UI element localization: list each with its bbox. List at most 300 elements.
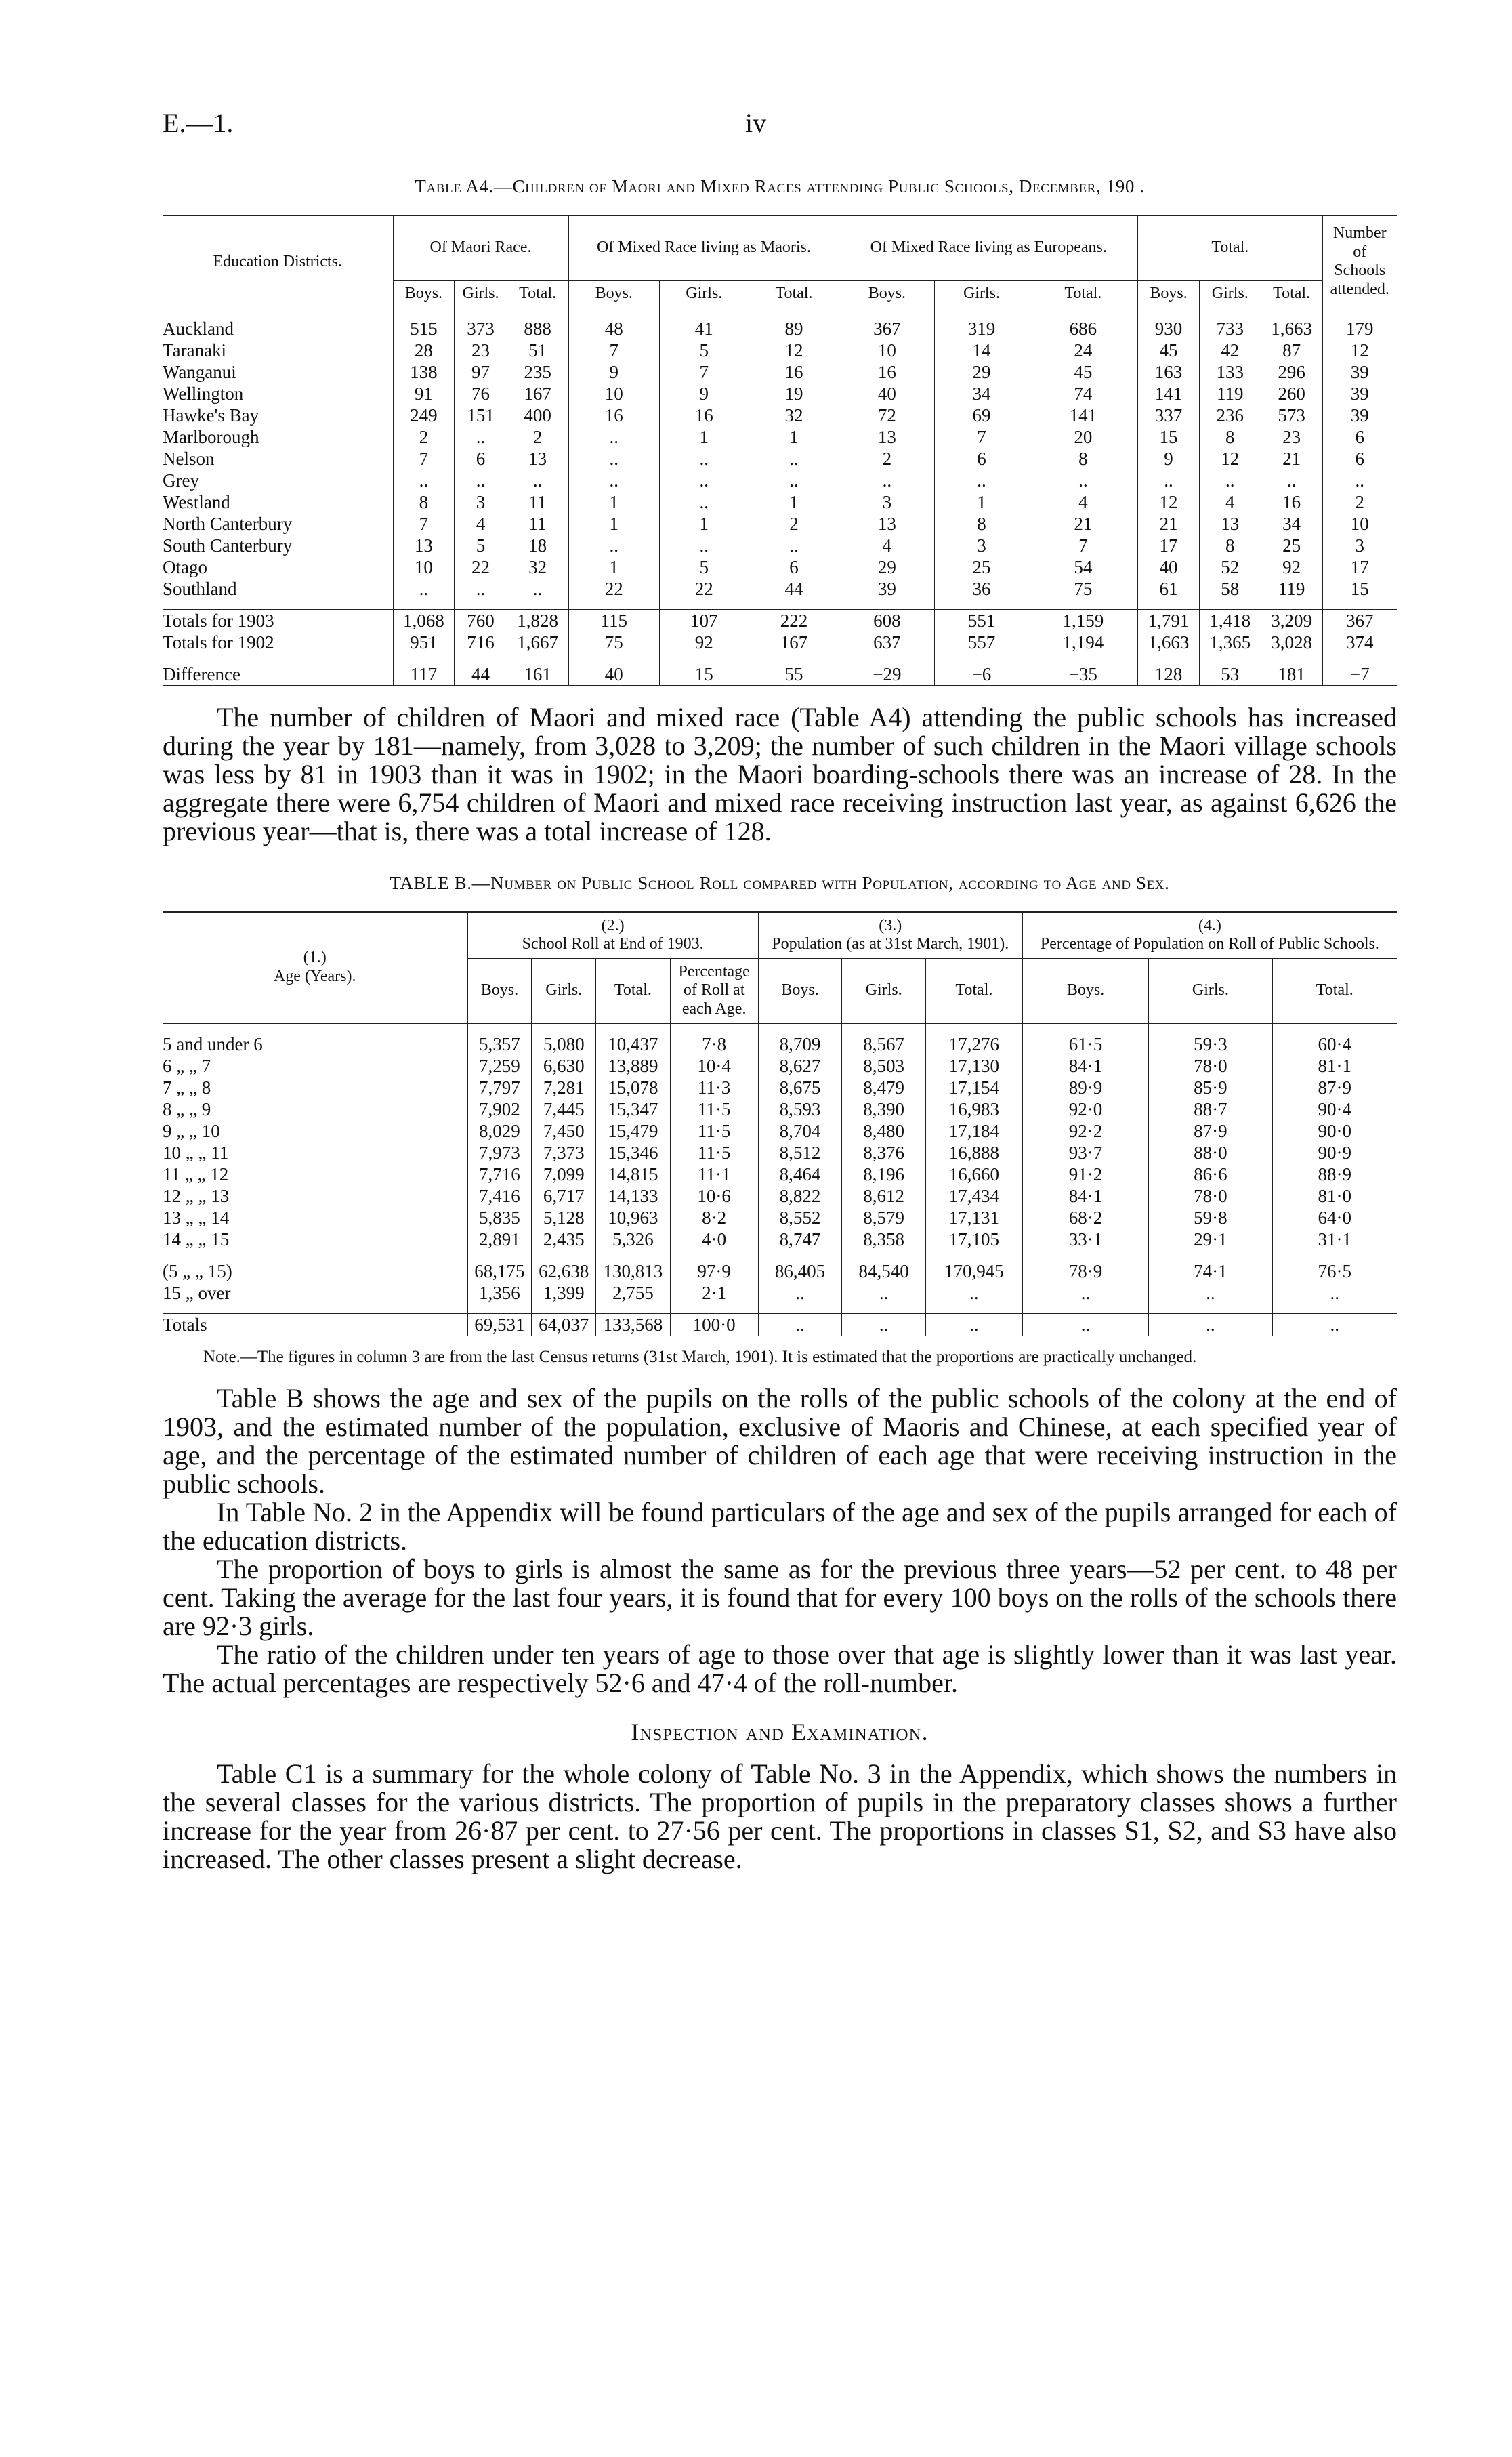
sub-header-total: Total.	[1261, 281, 1322, 308]
table-cell: ..	[749, 470, 839, 491]
table-cell: 1,663	[1261, 318, 1322, 339]
col-label: School Roll at End of 1903.	[522, 935, 704, 953]
table-cell: 90·0	[1272, 1120, 1397, 1142]
sub-header-boys: Boys.	[568, 281, 659, 308]
sub-header-percentage: Percentage of Roll at each Age.	[670, 958, 758, 1023]
row-label: Southland	[163, 578, 237, 599]
table-a4	[163, 215, 1397, 686]
spacer-cell	[163, 653, 393, 663]
table-cell: 1,663	[1138, 632, 1200, 653]
spacer-cell	[393, 600, 455, 610]
table-cell: 9	[1138, 448, 1200, 470]
table-cell: 17,276	[926, 1033, 1023, 1055]
paragraph-maori-children	[163, 703, 1397, 846]
paragraph-table-c1	[163, 1760, 1397, 1874]
table-cell: 8,479	[842, 1077, 926, 1098]
table-cell: 10	[839, 339, 935, 361]
table-row	[163, 1228, 1397, 1250]
table-cell: 8,552	[758, 1207, 842, 1228]
table-cell: 367	[1322, 609, 1397, 632]
table-cell: 78·9	[1022, 1260, 1148, 1282]
table-cell: 7	[568, 339, 659, 361]
col-number: (4.)	[1198, 916, 1221, 934]
table-cell: 6	[749, 556, 839, 578]
page-header	[163, 102, 1397, 149]
table-cell: 68·2	[1022, 1207, 1148, 1228]
row-label: Taranaki	[163, 339, 227, 360]
table-cell: 86·6	[1149, 1163, 1272, 1185]
spacer-cell	[670, 1023, 758, 1033]
table-cell: 5	[659, 339, 749, 361]
table-cell: 17	[1322, 556, 1397, 578]
table-cell: 1,828	[507, 609, 568, 632]
table-cell: 8,747	[758, 1228, 842, 1250]
table-cell: 133	[1199, 361, 1261, 383]
table-cell: 1,159	[1028, 609, 1138, 632]
spacer-cell	[1322, 653, 1397, 663]
table-cell: 573	[1261, 405, 1322, 426]
table-cell: 2	[749, 513, 839, 535]
table-cell: 41	[659, 318, 749, 339]
spacer-cell	[1272, 1023, 1397, 1033]
table-cell: 4·0	[670, 1228, 758, 1250]
table-cell: 92	[659, 632, 749, 653]
table-cell: 8	[1028, 448, 1138, 470]
spacer-row	[163, 1023, 1397, 1033]
table-cell: 1	[749, 491, 839, 513]
table-cell: 7,445	[532, 1098, 596, 1120]
table-cell: 97·9	[670, 1260, 758, 1282]
spacer-cell	[659, 600, 749, 610]
table-cell: −29	[839, 663, 935, 685]
spacer-cell	[935, 600, 1028, 610]
table-cell: 8,480	[842, 1120, 926, 1142]
paragraph-ratio	[163, 1640, 1397, 1697]
table-cell: 59·8	[1149, 1207, 1272, 1228]
table-cell: 52	[1199, 556, 1261, 578]
col-label: Percentage of Population on Roll of Public Schools.	[1040, 935, 1379, 953]
table-cell: 9	[659, 383, 749, 405]
sub-header-total: Total.	[1028, 281, 1138, 308]
row-label: 5 and under 6	[163, 1033, 263, 1054]
spacer-cell	[1322, 308, 1397, 318]
totals-row	[163, 632, 1397, 653]
row-label: Otago	[163, 556, 207, 577]
row-label: Westland	[163, 491, 230, 512]
table-cell: 13	[839, 426, 935, 448]
table-cell: 10,437	[596, 1033, 671, 1055]
table-cell: 2,891	[467, 1228, 532, 1250]
row-label: 15 „ over	[163, 1282, 231, 1303]
row-label: Wellington	[163, 383, 244, 404]
table-cell: 716	[455, 632, 507, 653]
table-cell: 7,797	[467, 1077, 532, 1098]
table-cell: 17,131	[926, 1207, 1023, 1228]
table-cell: 2	[507, 426, 568, 448]
spacer-cell	[507, 653, 568, 663]
table-cell: 61	[1138, 578, 1200, 600]
table-cell: 53	[1199, 663, 1261, 685]
table-cell: 16	[568, 405, 659, 426]
spacer-cell	[163, 600, 393, 610]
table-cell: 72	[839, 405, 935, 426]
table-cell: 637	[839, 632, 935, 653]
table-cell: 16	[659, 405, 749, 426]
table-cell: 7,450	[532, 1120, 596, 1142]
table-cell: ..	[842, 1282, 926, 1304]
table-cell: 16	[749, 361, 839, 383]
spacer-cell	[1138, 653, 1200, 663]
table-b-note: Note.—The figures in column 3 are from the last Census returns (31st March, 1901). It is estimated that the proportions are practically unchanged.	[203, 1347, 1197, 1366]
table-cell: ..	[749, 448, 839, 470]
table-cell: 141	[1028, 405, 1138, 426]
spacer-cell	[1028, 600, 1138, 610]
table-cell: 10	[1322, 513, 1397, 535]
table-cell: 733	[1199, 318, 1261, 339]
spacer-cell	[1149, 1250, 1272, 1260]
table-cell: 15,347	[596, 1098, 671, 1120]
subtotal-row	[163, 1260, 1397, 1282]
table-cell: 64·0	[1272, 1207, 1397, 1228]
table-cell: 3,028	[1261, 632, 1322, 653]
table-cell: 8,704	[758, 1120, 842, 1142]
spacer-cell	[926, 1250, 1023, 1260]
table-cell: 29·1	[1149, 1228, 1272, 1250]
table-cell: 59·3	[1149, 1033, 1272, 1055]
table-cell: 374	[1322, 632, 1397, 653]
table-cell: ..	[659, 535, 749, 556]
col-number: (3.)	[879, 916, 902, 934]
table-cell: 1,418	[1199, 609, 1261, 632]
spacer-cell	[1322, 600, 1397, 610]
table-cell: 8,512	[758, 1142, 842, 1163]
table-cell: ..	[659, 470, 749, 491]
table-cell: ..	[659, 448, 749, 470]
table-cell: 13	[839, 513, 935, 535]
spacer-row	[163, 653, 1397, 663]
table-cell: 8,029	[467, 1120, 532, 1142]
spacer-cell	[1261, 308, 1322, 318]
spacer-cell	[568, 308, 659, 318]
col-number: (2.)	[601, 916, 625, 934]
table-cell: 15,078	[596, 1077, 671, 1098]
table-cell: ..	[1149, 1282, 1272, 1304]
table-cell: 4	[1199, 491, 1261, 513]
table-cell: 7·8	[670, 1033, 758, 1055]
table-cell: 8,503	[842, 1055, 926, 1077]
table-cell: 7,373	[532, 1142, 596, 1163]
table-cell: 11·5	[670, 1098, 758, 1120]
table-cell: 2,435	[532, 1228, 596, 1250]
row-label: Totals for 1902	[163, 632, 274, 653]
table-cell: 2·1	[670, 1282, 758, 1304]
table-cell: ..	[1272, 1313, 1397, 1336]
table-cell: 4	[1028, 491, 1138, 513]
table-cell: 2	[393, 426, 455, 448]
table-cell: 181	[1261, 663, 1322, 685]
table-cell: 8	[1199, 535, 1261, 556]
spacer-cell	[1272, 1304, 1397, 1314]
table-cell: 5,080	[532, 1033, 596, 1055]
table-cell: 400	[507, 405, 568, 426]
sub-header-girls: Girls.	[842, 958, 926, 1023]
table-cell: 87	[1261, 339, 1322, 361]
table-cell: 167	[749, 632, 839, 653]
table-cell: 15,479	[596, 1120, 671, 1142]
table-cell: 32	[507, 556, 568, 578]
table-cell: 8,358	[842, 1228, 926, 1250]
paragraph-text: The ratio of the children under ten years of age to those over that age is slightly lower than it was last year. The actual percentages are respectively 52·6 and 47·4 of the roll-number.	[163, 1638, 1397, 1698]
table-cell: 1,068	[393, 609, 455, 632]
table-cell: 8,567	[842, 1033, 926, 1055]
table-cell: 69,531	[467, 1313, 532, 1336]
spacer-cell	[507, 308, 568, 318]
table-cell: 92·0	[1022, 1098, 1148, 1120]
table-cell: 5	[455, 535, 507, 556]
col-header-schools-attended: Number of Schools attended.	[1322, 215, 1397, 308]
spacer-cell	[568, 600, 659, 610]
table-cell: 7	[659, 361, 749, 383]
table-cell: 17,434	[926, 1185, 1023, 1207]
table-cell: 21	[1138, 513, 1200, 535]
table-cell: 6,717	[532, 1185, 596, 1207]
table-cell: 1,194	[1028, 632, 1138, 653]
table-cell: 1	[659, 513, 749, 535]
table-cell: 7,281	[532, 1077, 596, 1098]
spacer-cell	[1199, 308, 1261, 318]
row-label: 12 „ „ 13	[163, 1185, 230, 1206]
table-cell: 39	[839, 578, 935, 600]
table-cell: 1,356	[467, 1282, 532, 1304]
table-cell: 8,593	[758, 1098, 842, 1120]
sub-header-total: Total.	[596, 958, 671, 1023]
table-cell: 5	[659, 556, 749, 578]
table-cell: 119	[1199, 383, 1261, 405]
table-cell: 8	[393, 491, 455, 513]
table-cell: 12	[1138, 491, 1200, 513]
sub-header-boys: Boys.	[1138, 281, 1200, 308]
page-number: iv	[745, 108, 767, 138]
table-cell: 7	[1028, 535, 1138, 556]
table-cell: 9	[568, 361, 659, 383]
table-row	[163, 1098, 1397, 1120]
paragraph-text: Table C1 is a summary for the whole colony of Table No. 3 in the Appendix, which shows the numbers in the several classes for the various districts. The proportion of pupils in the preparatory classes shows a further increase for the year from 26·87 per cent. to 27·56 per cent. The proportions in classes S1, S2, and S3 have also increased. The other classes present a slight decrease.	[163, 1758, 1397, 1874]
table-cell: −35	[1028, 663, 1138, 685]
table-cell: 16,660	[926, 1163, 1023, 1185]
table-cell: ..	[926, 1313, 1023, 1336]
table-row	[163, 513, 1397, 535]
table-cell: 8,675	[758, 1077, 842, 1098]
table-cell: ..	[568, 448, 659, 470]
table-cell: 3	[455, 491, 507, 513]
table-cell: 22	[568, 578, 659, 600]
spacer-cell	[758, 1304, 842, 1314]
col-number: (1.)	[303, 949, 327, 967]
table-cell: 686	[1028, 318, 1138, 339]
spacer-cell	[1022, 1250, 1148, 1260]
table-cell: ..	[1028, 470, 1138, 491]
spacer-cell	[842, 1023, 926, 1033]
table-cell: 8,627	[758, 1055, 842, 1077]
table-cell: 6	[935, 448, 1028, 470]
spacer-cell	[1199, 600, 1261, 610]
col-header-population	[758, 912, 1022, 959]
spacer-cell	[163, 1023, 467, 1033]
table-cell: 8	[1199, 426, 1261, 448]
table-cell: 222	[749, 609, 839, 632]
section-heading: Inspection and Examination.	[631, 1718, 929, 1746]
table-cell: 11	[507, 491, 568, 513]
spacer-cell	[467, 1023, 532, 1033]
table-cell: 14,133	[596, 1185, 671, 1207]
sub-header-boys: Boys.	[839, 281, 935, 308]
table-cell: ..	[1138, 470, 1200, 491]
table-cell: 40	[839, 383, 935, 405]
table-cell: 4	[455, 513, 507, 535]
table-cell: ..	[568, 470, 659, 491]
table-cell: 12	[749, 339, 839, 361]
table-row	[163, 361, 1397, 383]
spacer-cell	[532, 1023, 596, 1033]
table-cell: −6	[935, 663, 1028, 685]
table-cell: 81·1	[1272, 1055, 1397, 1077]
table-cell: 167	[507, 383, 568, 405]
spacer-cell	[1028, 308, 1138, 318]
table-cell: 1,365	[1199, 632, 1261, 653]
spacer-cell	[1272, 1250, 1397, 1260]
table-a4-title: Table A4.—Children of Maori and Mixed Races attending Public Schools, December, 190 .	[415, 176, 1145, 197]
table-cell: 60·4	[1272, 1033, 1397, 1055]
table-cell: 11·1	[670, 1163, 758, 1185]
table-cell: 88·9	[1272, 1163, 1397, 1185]
table-row	[163, 1077, 1397, 1098]
table-cell: ..	[455, 426, 507, 448]
row-label: Marlborough	[163, 426, 259, 447]
table-cell: 130,813	[596, 1260, 671, 1282]
table-row	[163, 491, 1397, 513]
spacer-cell	[1022, 1304, 1148, 1314]
spacer-cell	[1149, 1023, 1272, 1033]
table-cell: 2	[1322, 491, 1397, 513]
table-cell: 7	[393, 448, 455, 470]
spacer-row	[163, 600, 1397, 610]
spacer-cell	[596, 1250, 671, 1260]
table-cell: 22	[659, 578, 749, 600]
table-b-body	[163, 1023, 1397, 1336]
table-cell: 1	[568, 513, 659, 535]
table-cell: 7,716	[467, 1163, 532, 1185]
spacer-cell	[659, 308, 749, 318]
row-label: 8 „ „ 9	[163, 1098, 211, 1119]
table-row	[163, 556, 1397, 578]
row-label: North Canterbury	[163, 513, 293, 534]
table-cell: 367	[839, 318, 935, 339]
spacer-cell	[1261, 600, 1322, 610]
table-cell: 74·1	[1149, 1260, 1272, 1282]
table-cell: 45	[1028, 361, 1138, 383]
table-cell: 1,791	[1138, 609, 1200, 632]
table-cell: 119	[1261, 578, 1322, 600]
table-cell: 2,755	[596, 1282, 671, 1304]
table-row	[163, 1120, 1397, 1142]
table-cell: 36	[935, 578, 1028, 600]
table-cell: 61·5	[1022, 1033, 1148, 1055]
table-cell: 260	[1261, 383, 1322, 405]
spacer-cell	[532, 1250, 596, 1260]
table-cell: ..	[1272, 1282, 1397, 1304]
table-cell: ..	[749, 535, 839, 556]
table-cell: ..	[659, 491, 749, 513]
table-row	[163, 535, 1397, 556]
spacer-cell	[839, 308, 935, 318]
table-cell: 34	[1261, 513, 1322, 535]
table-b-title: TABLE B.—Number on Public School Roll compared with Population, according to Age and Sex.	[390, 872, 1170, 893]
sub-header-total: Total.	[1272, 958, 1397, 1023]
sub-header-total: Total.	[749, 281, 839, 308]
spacer-cell	[659, 653, 749, 663]
col-label: Age (Years).	[273, 968, 356, 986]
table-cell: ..	[758, 1282, 842, 1304]
table-cell: 92	[1261, 556, 1322, 578]
table-cell: 78·0	[1149, 1055, 1272, 1077]
table-cell: ..	[1322, 470, 1397, 491]
table-row	[163, 448, 1397, 470]
table-cell: 16,888	[926, 1142, 1023, 1163]
table-cell: 8,709	[758, 1033, 842, 1055]
sub-header-girls: Girls.	[935, 281, 1028, 308]
table-cell: 18	[507, 535, 568, 556]
sub-header-boys: Boys.	[393, 281, 455, 308]
table-cell: 8	[935, 513, 1028, 535]
spacer-cell	[1199, 653, 1261, 663]
table-cell: 2	[839, 448, 935, 470]
table-cell: 75	[1028, 578, 1138, 600]
spacer-cell	[670, 1250, 758, 1260]
table-cell: 1	[659, 426, 749, 448]
difference-row	[163, 663, 1397, 685]
row-label: 11 „ „ 12	[163, 1163, 229, 1184]
table-cell: 8,822	[758, 1185, 842, 1207]
table-cell: 337	[1138, 405, 1200, 426]
table-cell: 34	[935, 383, 1028, 405]
table-cell: 3	[935, 535, 1028, 556]
table-cell: 8·2	[670, 1207, 758, 1228]
spacer-cell	[1028, 653, 1138, 663]
table-cell: 74	[1028, 383, 1138, 405]
sub-header-total: Total.	[926, 958, 1023, 1023]
table-cell: 29	[839, 556, 935, 578]
table-cell: 7,259	[467, 1055, 532, 1077]
table-cell: 17	[1138, 535, 1200, 556]
table-cell: 16,983	[926, 1098, 1023, 1120]
col-header-percentage	[1022, 912, 1397, 959]
table-cell: 44	[749, 578, 839, 600]
spacer-cell	[935, 308, 1028, 318]
col-header-mixed-as-europeans: Of Mixed Race living as Europeans.	[839, 215, 1138, 281]
table-cell: 6,630	[532, 1055, 596, 1077]
table-cell: 54	[1028, 556, 1138, 578]
table-cell: 13	[1199, 513, 1261, 535]
table-cell: 16	[1261, 491, 1322, 513]
table-cell: 11·3	[670, 1077, 758, 1098]
spacer-cell	[842, 1250, 926, 1260]
table-cell: 163	[1138, 361, 1200, 383]
sub-header-boys: Boys.	[758, 958, 842, 1023]
table-cell: 8,196	[842, 1163, 926, 1185]
document-reference: E.—1.	[163, 108, 234, 138]
table-cell: 87·9	[1272, 1077, 1397, 1098]
row-label: Hawke's Bay	[163, 405, 259, 426]
